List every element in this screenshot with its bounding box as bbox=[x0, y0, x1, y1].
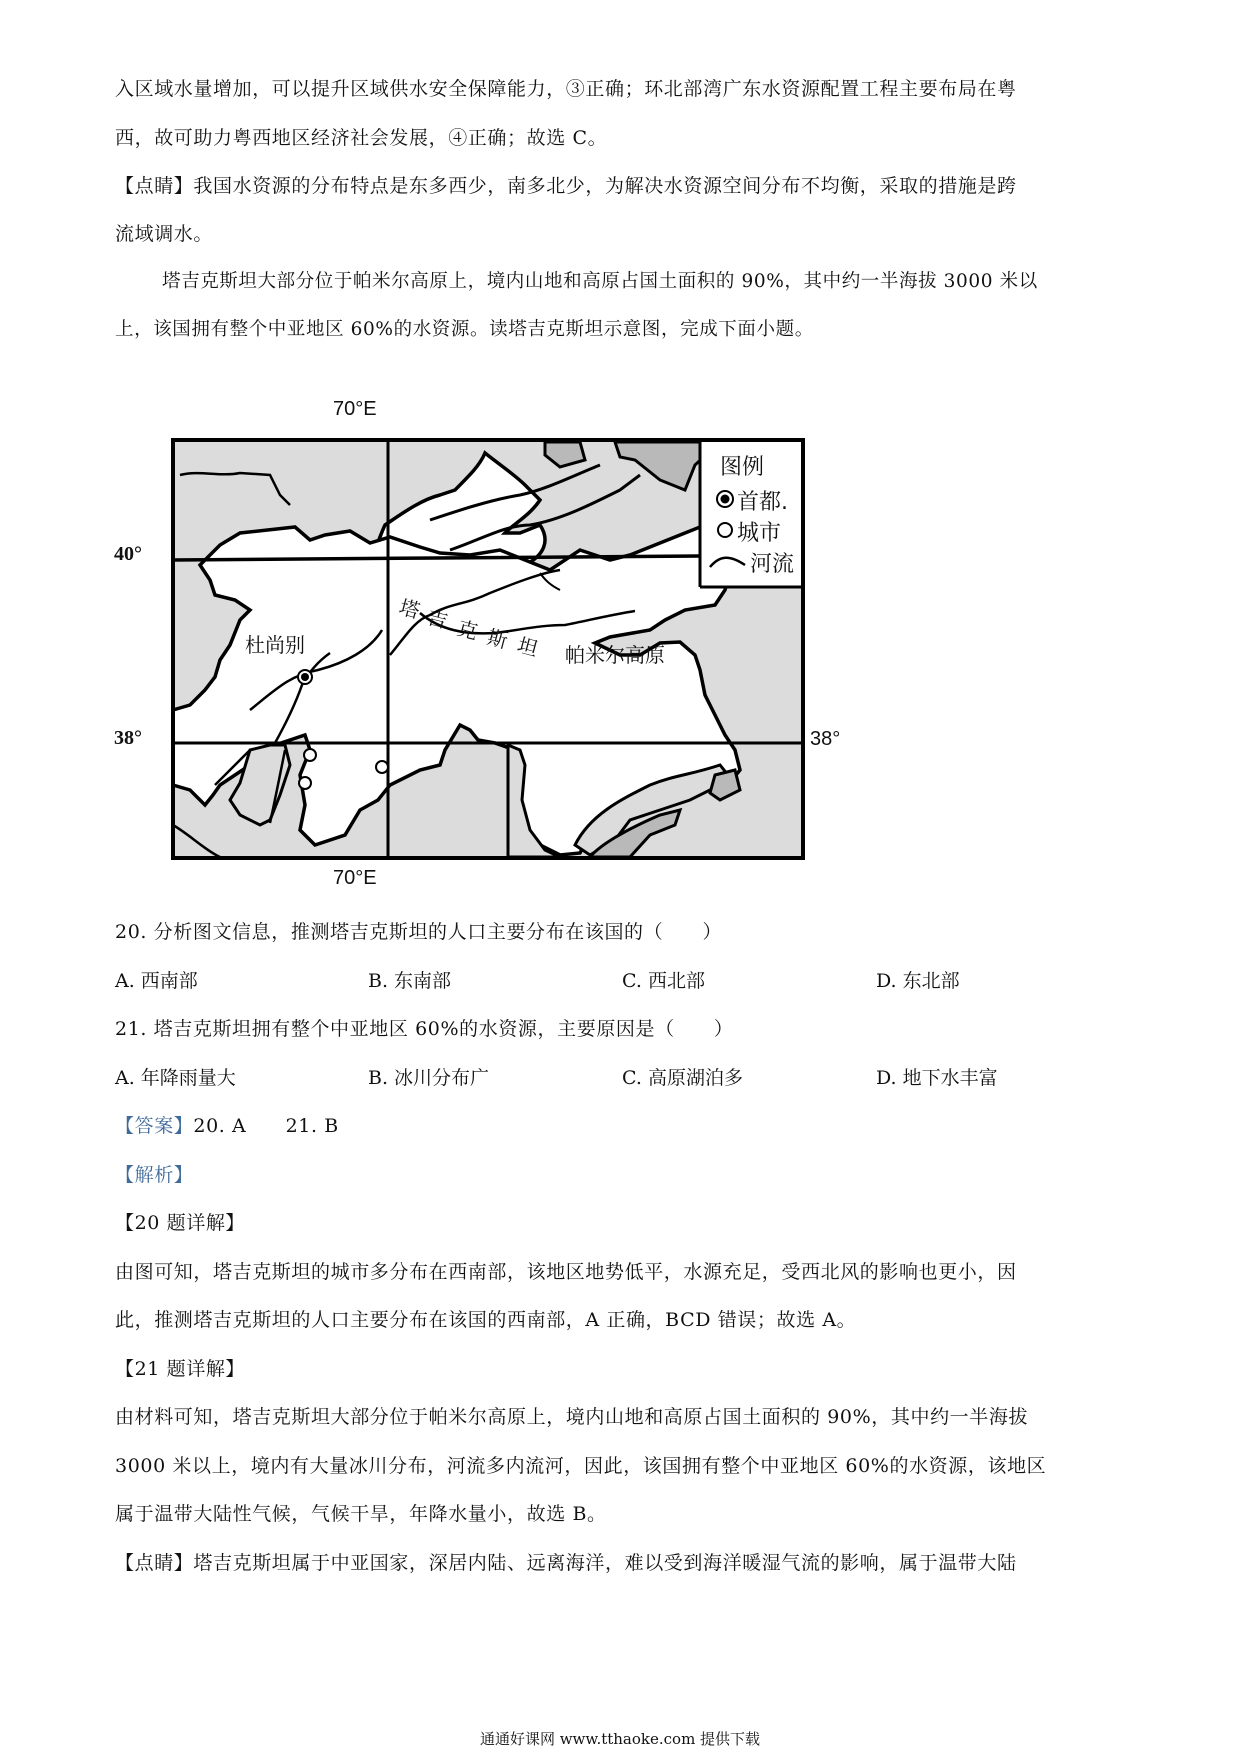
material-line: 上，该国拥有整个中亚地区 60%的水资源。读塔吉克斯坦示意图，完成下面小题。 bbox=[115, 319, 814, 340]
country-label-char: 坦 bbox=[514, 632, 541, 662]
q20-option-d[interactable]: D. 东北部 bbox=[876, 970, 960, 992]
legend-capital-label: 首都. bbox=[737, 490, 788, 515]
dianjing-text: 我国水资源的分布特点是东多西少，南多北少，为解决水资源空间分布不均衡，采取的措施是跨 bbox=[193, 175, 1017, 197]
lat-label-38-right: 38° bbox=[810, 728, 841, 750]
material-line: 塔吉克斯坦大部分位于帕米尔高原上，境内山地和高原占国土面积的 90%，其中约一半海拔 3000 米以 bbox=[162, 271, 1038, 292]
question-21-stem: 21. 塔吉克斯坦拥有整个中亚地区 60%的水资源，主要原因是（ ） bbox=[115, 1018, 734, 1040]
lat-label-38-left: 38° bbox=[114, 727, 142, 749]
plateau-label: 帕米尔高原 bbox=[565, 645, 665, 667]
text-line: 入区域水量增加，可以提升区域供水安全保障能力，③正确；环北部湾广东水资源配置工程主要布局在粤 bbox=[115, 78, 1017, 100]
city-marker bbox=[376, 761, 388, 773]
detail21-line: 由材料可知，塔吉克斯坦大部分位于帕米尔高原上，境内山地和高原占国土面积的 90%，其中约一半海拔 bbox=[115, 1406, 1029, 1428]
dianjing-text: 塔吉克斯坦属于中亚国家，深居内陆、远离海洋，难以受到海洋暖湿气流的影响，属于温带大陆 bbox=[193, 1552, 1017, 1574]
detail20-line: 此，推测塔吉克斯坦的人口主要分布在该国的西南部，A 正确，BCD 错误；故选 A。 bbox=[115, 1309, 857, 1331]
text-line: 流域调水。 bbox=[115, 223, 214, 245]
q20-option-a[interactable]: A. 西南部 bbox=[115, 970, 198, 992]
tajikistan-map bbox=[114, 398, 841, 895]
q20-option-c[interactable]: C. 西北部 bbox=[622, 970, 705, 992]
q21-option-a[interactable]: A. 年降雨量大 bbox=[115, 1067, 236, 1089]
city-icon bbox=[718, 523, 732, 537]
text-line: 西，故可助力粤西地区经济社会发展，④正确；故选 C。 bbox=[115, 127, 608, 149]
detail21-line: 3000 米以上，境内有大量冰川分布，河流多内流河，因此，该国拥有整个中亚地区 60%的水资源，该地区 bbox=[115, 1455, 1047, 1477]
q21-option-d[interactable]: D. 地下水丰富 bbox=[876, 1067, 998, 1089]
city-marker bbox=[304, 749, 316, 761]
question-20-stem: 20. 分析图文信息，推测塔吉克斯坦的人口主要分布在该国的（ ） bbox=[115, 921, 723, 943]
q20-option-b[interactable]: B. 东南部 bbox=[368, 970, 452, 992]
legend-river-label: 河流 bbox=[750, 552, 795, 577]
country-label-char: 吉 bbox=[424, 604, 451, 634]
detail20-line: 由图可知，塔吉克斯坦的城市多分布在西南部，该地区地势低平，水源充足，受西北风的影响也更小，因 bbox=[115, 1261, 1017, 1283]
answer-text: 20. A 21. B bbox=[193, 1115, 339, 1137]
country-label-char: 塔 bbox=[396, 594, 423, 624]
legend-city-label: 城市 bbox=[737, 521, 782, 546]
lat-label-40: 40° bbox=[114, 543, 142, 565]
city-marker bbox=[299, 777, 311, 789]
dianjing2-paragraph bbox=[115, 1551, 1017, 1575]
detail20-title: 【20 题详解】 bbox=[115, 1212, 246, 1234]
page-footer: 通通好课网 www.tthaoke.com 提供下载 bbox=[479, 1730, 761, 1748]
country-label-char: 斯 bbox=[484, 624, 511, 654]
q21-option-c[interactable]: C. 高原湖泊多 bbox=[622, 1067, 743, 1089]
legend-title: 图例 bbox=[720, 455, 765, 480]
capital-label: 杜尚别 bbox=[245, 635, 305, 657]
country-label-char: 克 bbox=[454, 615, 481, 645]
answer-tag: 【答案】 bbox=[115, 1115, 194, 1137]
meridian-label-top: 70°E bbox=[333, 398, 377, 420]
dianjing-tag: 【点睛】 bbox=[115, 175, 194, 197]
capital-icon-dot bbox=[721, 495, 730, 504]
meridian-label-bottom: 70°E bbox=[333, 867, 377, 889]
analysis-tag: 【解析】 bbox=[115, 1164, 194, 1186]
detail21-line: 属于温带大陆性气候，气候干旱，年降水量小，故选 B。 bbox=[115, 1503, 607, 1525]
answer-line bbox=[115, 1114, 339, 1138]
capital-marker-dot bbox=[301, 673, 309, 681]
dianjing-tag: 【点睛】 bbox=[115, 1552, 194, 1574]
dianjing-paragraph bbox=[115, 174, 1017, 198]
q21-option-b[interactable]: B. 冰川分布广 bbox=[368, 1067, 490, 1089]
detail21-title: 【21 题详解】 bbox=[115, 1358, 246, 1380]
